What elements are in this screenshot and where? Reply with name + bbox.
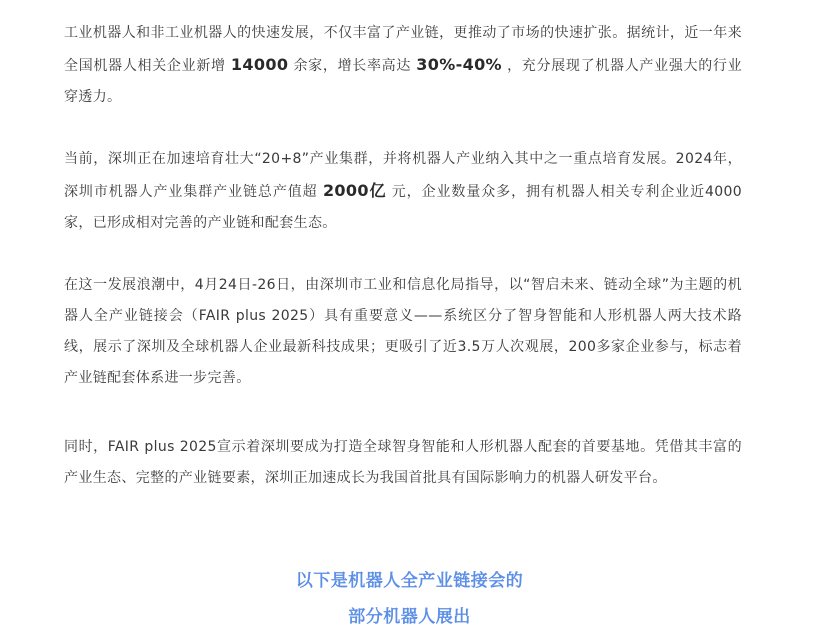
paragraph-market-growth [64,18,742,113]
paragraph-base-goal [64,432,742,494]
highlight-growth-rate: 30%-40% [416,55,502,74]
highlight-total-output: 2000亿 [322,181,387,200]
section-heading-line1: 以下是机器人全产业链接会的 [295,571,524,591]
paragraph-text: ，充分展现了机器人产业强大的行业穿透力。 [64,58,742,105]
paragraph-text: 同时，FAIR plus 2025宣示着深圳要成为打造全球智身智能和人形机器人配套的首要基地。凭借其丰富的产业生态、完整的产业链要素，深圳正加速成长为我国首批具有国际影响力的机器人研发平台。 [64,439,742,486]
paragraph-text: 在这一发展浪潮中，4月24日-26日，由深圳市工业和信息化局指导，以“智启未来、链动全球”为主题的机器人全产业链接会（FAIR plus 2025）具有重要意义——系统区分了智身智能和人形机器人两大技术路线，展示了深圳及全球机器人企业最新科技成果；更吸引了近3.5万人次观展，200多家企业参与，标志着产业链配套体系进一步完善。 [64,277,742,386]
paragraph-text: 当前，深圳正在加速培育壮大“20+8”产业集群，并将机器人产业纳入其中之一重点培育发展。2024年，深圳市机器人产业集群产业链总产值超 [64,151,742,200]
section-heading-line2: 部分机器人展出 [348,607,471,627]
paragraph-text: 余家，增长率高达 [288,58,417,74]
paragraph-text: 工业机器人和非工业机器人的快速发展，不仅丰富了产业链，更推动了市场的快速扩张。据统计，近一年来全国机器人相关企业新增 [64,25,742,74]
paragraph-fair-plus [64,270,742,394]
paragraph-text: 元，企业数量众多，拥有机器人相关专利企业近4000家，已形成相对完善的产业链和配套生态。 [64,184,743,231]
paragraph-shenzhen-cluster [64,144,742,239]
highlight-new-enterprises: 14000 [230,55,289,74]
